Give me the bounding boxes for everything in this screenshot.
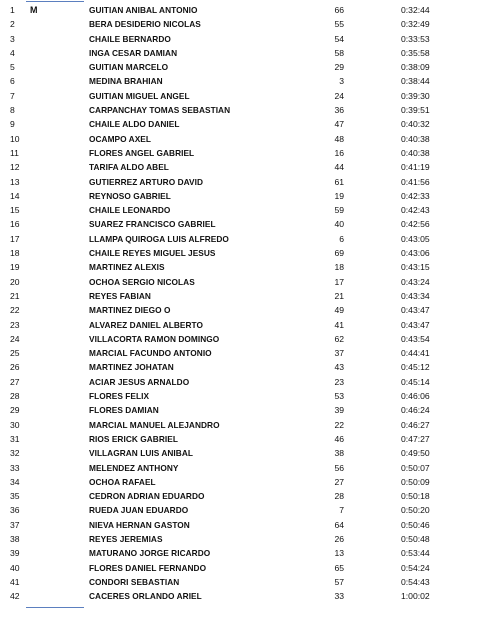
finish-time-cell: 0:43:47: [401, 305, 430, 316]
position-cell: 14: [10, 190, 20, 201]
runner-name-cell: MARTINEZ DIEGO O: [89, 305, 171, 316]
runner-name-cell: MARTINEZ ALEXIS: [89, 262, 165, 273]
finish-time-cell: 0:40:38: [401, 147, 430, 158]
bib-number-cell: 56: [334, 462, 344, 473]
bib-number-cell: 6: [339, 233, 344, 244]
position-cell: 12: [10, 162, 20, 173]
table-row: [0, 160, 481, 174]
runner-name-cell: OCHOA RAFAEL: [89, 476, 156, 487]
bib-number-cell: 27: [334, 476, 344, 487]
runner-name-cell: REYES FABIAN: [89, 290, 151, 301]
finish-time-cell: 0:43:05: [401, 233, 430, 244]
runner-name-cell: GUITIAN ANIBAL ANTONIO: [89, 5, 198, 15]
bib-number-cell: 44: [334, 162, 344, 173]
position-cell: 16: [10, 219, 20, 230]
table-row: [0, 232, 481, 246]
finish-time-cell: 0:43:15: [401, 262, 430, 273]
table-row: [0, 46, 481, 60]
position-cell: 29: [10, 405, 20, 416]
bib-number-cell: 21: [334, 290, 344, 301]
runner-name-cell: ACIAR JESUS ARNALDO: [89, 376, 190, 387]
runner-name-cell: FLORES DAMIAN: [89, 405, 159, 416]
bib-number-cell: 49: [334, 305, 344, 316]
finish-time-cell: 0:42:33: [401, 190, 430, 201]
table-row: [0, 260, 481, 274]
runner-name-cell: RUEDA JUAN EDUARDO: [89, 505, 189, 516]
position-cell: 11: [10, 147, 19, 158]
table-row: [0, 89, 481, 103]
position-cell: 17: [10, 233, 20, 244]
bib-number-cell: 53: [334, 391, 344, 402]
position-cell: 8: [10, 105, 15, 116]
finish-time-cell: 0:41:19: [401, 162, 430, 173]
bib-number-cell: 46: [334, 433, 344, 444]
finish-time-cell: 0:50:09: [401, 476, 430, 487]
position-cell: 27: [10, 376, 20, 387]
position-cell: 24: [10, 333, 20, 344]
runner-name-cell: REYES JEREMIAS: [89, 533, 163, 544]
bib-number-cell: 58: [334, 47, 344, 58]
bib-number-cell: 18: [334, 262, 344, 273]
finish-time-cell: 0:46:27: [401, 419, 430, 430]
position-cell: 3: [10, 33, 15, 44]
bib-number-cell: 40: [334, 219, 344, 230]
position-cell: 36: [10, 505, 20, 516]
position-cell: 2: [10, 19, 15, 30]
runner-name-cell: VILLACORTA RAMON DOMINGO: [89, 333, 220, 344]
table-row: [0, 189, 481, 203]
bib-number-cell: 24: [334, 90, 344, 101]
bib-number-cell: 59: [334, 205, 344, 216]
table-row: [0, 418, 481, 432]
finish-time-cell: 0:46:24: [401, 405, 430, 416]
table-row: [0, 275, 481, 289]
finish-time-cell: 0:49:50: [401, 448, 430, 459]
position-cell: 23: [10, 319, 20, 330]
runner-name-cell: CHAILE BERNARDO: [89, 33, 171, 44]
finish-time-cell: 0:54:43: [401, 576, 430, 587]
runner-name-cell: MARCIAL FACUNDO ANTONIO: [89, 348, 212, 359]
table-row: [0, 332, 481, 346]
bib-number-cell: 28: [334, 491, 344, 502]
runner-name-cell: MEDINA BRAHIAN: [89, 76, 163, 87]
runner-name-cell: MARTINEZ JOHATAN: [89, 362, 174, 373]
runner-name-cell: VILLAGRAN LUIS ANIBAL: [89, 448, 193, 459]
bib-number-cell: 69: [334, 248, 344, 259]
table-row: [0, 518, 481, 532]
position-cell: 7: [10, 90, 15, 101]
finish-time-cell: 0:32:44: [401, 5, 430, 15]
table-row: [0, 346, 481, 360]
table-row: [0, 32, 481, 46]
position-cell: 38: [10, 533, 20, 544]
table-row: [0, 589, 481, 603]
table-row: [0, 503, 481, 517]
runner-name-cell: OCAMPO AXEL: [89, 133, 152, 144]
table-row: [0, 432, 481, 446]
table-row: [0, 175, 481, 189]
runner-name-cell: RIOS ERICK GABRIEL: [89, 433, 178, 444]
bib-number-cell: 37: [334, 348, 344, 359]
bib-number-cell: 62: [334, 333, 344, 344]
finish-time-cell: 0:50:48: [401, 533, 430, 544]
table-row: [0, 403, 481, 417]
runner-name-cell: CHAILE REYES MIGUEL JESUS: [89, 248, 216, 259]
table-row: [0, 575, 481, 589]
finish-time-cell: 0:39:30: [401, 90, 430, 101]
runner-name-cell: SUAREZ FRANCISCO GABRIEL: [89, 219, 216, 230]
finish-time-cell: 0:40:38: [401, 133, 430, 144]
runner-name-cell: REYNOSO GABRIEL: [89, 190, 171, 201]
table-row: [0, 217, 481, 231]
bib-number-cell: 55: [334, 19, 344, 30]
position-cell: 5: [10, 62, 15, 73]
bib-number-cell: 43: [334, 362, 344, 373]
table-row: [0, 475, 481, 489]
runner-name-cell: LLAMPA QUIROGA LUIS ALFREDO: [89, 233, 229, 244]
runner-name-cell: CARPANCHAY TOMAS SEBASTIAN: [89, 105, 231, 116]
runner-name-cell: FLORES DANIEL FERNANDO: [89, 562, 207, 573]
category-label: M: [30, 5, 38, 15]
finish-time-cell: 0:35:58: [401, 47, 430, 58]
bib-number-cell: 16: [334, 147, 344, 158]
bib-number-cell: 64: [334, 519, 344, 530]
position-cell: 9: [10, 119, 15, 130]
table-row: [0, 103, 481, 117]
finish-time-cell: 0:38:09: [401, 62, 430, 73]
finish-time-cell: 0:43:47: [401, 319, 430, 330]
runner-name-cell: MELENDEZ ANTHONY: [89, 462, 179, 473]
table-row: [0, 3, 481, 17]
finish-time-cell: 0:40:32: [401, 119, 430, 130]
runner-name-cell: CHAILE ALDO DANIEL: [89, 119, 180, 130]
position-cell: 4: [10, 47, 15, 58]
bib-number-cell: 41: [334, 319, 344, 330]
finish-time-cell: 0:39:51: [401, 105, 430, 116]
table-row: [0, 289, 481, 303]
table-row: [0, 360, 481, 374]
finish-time-cell: 1:00:02: [401, 591, 430, 602]
position-cell: 35: [10, 491, 20, 502]
finish-time-cell: 0:33:53: [401, 33, 430, 44]
bib-number-cell: 19: [334, 190, 344, 201]
table-row: [0, 532, 481, 546]
table-row: [0, 246, 481, 260]
results-table: [0, 3, 481, 603]
bib-number-cell: 38: [334, 448, 344, 459]
runner-name-cell: GUTIERREZ ARTURO DAVID: [89, 176, 204, 187]
position-cell: 41: [10, 576, 20, 587]
position-cell: 15: [10, 205, 20, 216]
bib-number-cell: 36: [334, 105, 344, 116]
bib-number-cell: 47: [334, 119, 344, 130]
table-row: [0, 60, 481, 74]
table-row: [0, 318, 481, 332]
runner-name-cell: CACERES ORLANDO ARIEL: [89, 591, 202, 602]
position-cell: 21: [10, 290, 20, 301]
table-row: [0, 489, 481, 503]
position-cell: 30: [10, 419, 20, 430]
bib-number-cell: 7: [339, 505, 344, 516]
finish-time-cell: 0:50:18: [401, 491, 430, 502]
bib-number-cell: 65: [334, 562, 344, 573]
table-row: [0, 146, 481, 160]
position-cell: 6: [10, 76, 15, 87]
bib-number-cell: 3: [339, 76, 344, 87]
position-cell: 20: [10, 276, 20, 287]
finish-time-cell: 0:38:44: [401, 76, 430, 87]
table-row: [0, 375, 481, 389]
table-row: [0, 389, 481, 403]
bib-number-cell: 26: [334, 533, 344, 544]
table-row: [0, 132, 481, 146]
table-row: [0, 203, 481, 217]
bib-number-cell: 22: [334, 419, 344, 430]
position-cell: 13: [10, 176, 20, 187]
runner-name-cell: CHAILE LEONARDO: [89, 205, 171, 216]
table-row: [0, 446, 481, 460]
finish-time-cell: 0:43:54: [401, 333, 430, 344]
bib-number-cell: 54: [334, 33, 344, 44]
position-cell: 34: [10, 476, 20, 487]
finish-time-cell: 0:50:46: [401, 519, 430, 530]
position-cell: 22: [10, 305, 20, 316]
finish-time-cell: 0:41:56: [401, 176, 430, 187]
position-cell: 10: [10, 133, 20, 144]
finish-time-cell: 0:44:41: [401, 348, 430, 359]
position-cell: 42: [10, 591, 20, 602]
finish-time-cell: 0:43:34: [401, 290, 430, 301]
runner-name-cell: NIEVA HERNAN GASTON: [89, 519, 190, 530]
finish-time-cell: 0:32:49: [401, 19, 430, 30]
finish-time-cell: 0:47:27: [401, 433, 430, 444]
position-cell: 28: [10, 391, 20, 402]
finish-time-cell: 0:42:56: [401, 219, 430, 230]
bib-number-cell: 23: [334, 376, 344, 387]
table-row: [0, 117, 481, 131]
position-cell: 31: [10, 433, 20, 444]
runner-name-cell: GUITIAN MIGUEL ANGEL: [89, 90, 190, 101]
table-row: [0, 561, 481, 575]
bib-number-cell: 13: [334, 548, 344, 559]
finish-time-cell: 0:46:06: [401, 391, 430, 402]
position-cell: 32: [10, 448, 20, 459]
finish-time-cell: 0:50:07: [401, 462, 430, 473]
finish-time-cell: 0:50:20: [401, 505, 430, 516]
runner-name-cell: ALVAREZ DANIEL ALBERTO: [89, 319, 204, 330]
finish-time-cell: 0:43:06: [401, 248, 430, 259]
runner-name-cell: FLORES ANGEL GABRIEL: [89, 147, 195, 158]
table-row: [0, 74, 481, 88]
bib-number-cell: 17: [334, 276, 344, 287]
bib-number-cell: 33: [334, 591, 344, 602]
finish-time-cell: 0:54:24: [401, 562, 430, 573]
runner-name-cell: INGA CESAR DAMIAN: [89, 47, 178, 58]
runner-name-cell: CONDORI SEBASTIAN: [89, 576, 180, 587]
position-cell: 25: [10, 348, 20, 359]
position-cell: 19: [10, 262, 20, 273]
bib-number-cell: 29: [334, 62, 344, 73]
bib-number-cell: 66: [334, 5, 344, 15]
position-cell: 37: [10, 519, 20, 530]
runner-name-cell: GUITIAN MARCELO: [89, 62, 169, 73]
header-underline: [26, 1, 84, 2]
finish-time-cell: 0:45:12: [401, 362, 430, 373]
bib-number-cell: 48: [334, 133, 344, 144]
finish-time-cell: 0:42:43: [401, 205, 430, 216]
runner-name-cell: BERA DESIDERIO NICOLAS: [89, 19, 201, 30]
runner-name-cell: MATURANO JORGE RICARDO: [89, 548, 211, 559]
runner-name-cell: MARCIAL MANUEL ALEJANDRO: [89, 419, 220, 430]
position-cell: 1: [10, 5, 15, 15]
finish-time-cell: 0:43:24: [401, 276, 430, 287]
bib-number-cell: 57: [334, 576, 344, 587]
table-row: [0, 17, 481, 31]
position-cell: 18: [10, 248, 20, 259]
table-row: [0, 303, 481, 317]
runner-name-cell: OCHOA SERGIO NICOLAS: [89, 276, 195, 287]
position-cell: 40: [10, 562, 20, 573]
runner-name-cell: TARIFA ALDO ABEL: [89, 162, 169, 173]
footer-underline: [26, 607, 84, 608]
runner-name-cell: FLORES FELIX: [89, 391, 150, 402]
position-cell: 33: [10, 462, 20, 473]
bib-number-cell: 61: [334, 176, 344, 187]
table-row: [0, 461, 481, 475]
table-row: [0, 546, 481, 560]
finish-time-cell: 0:53:44: [401, 548, 430, 559]
finish-time-cell: 0:45:14: [401, 376, 430, 387]
position-cell: 39: [10, 548, 20, 559]
runner-name-cell: CEDRON ADRIAN EDUARDO: [89, 491, 205, 502]
bib-number-cell: 39: [334, 405, 344, 416]
position-cell: 26: [10, 362, 20, 373]
